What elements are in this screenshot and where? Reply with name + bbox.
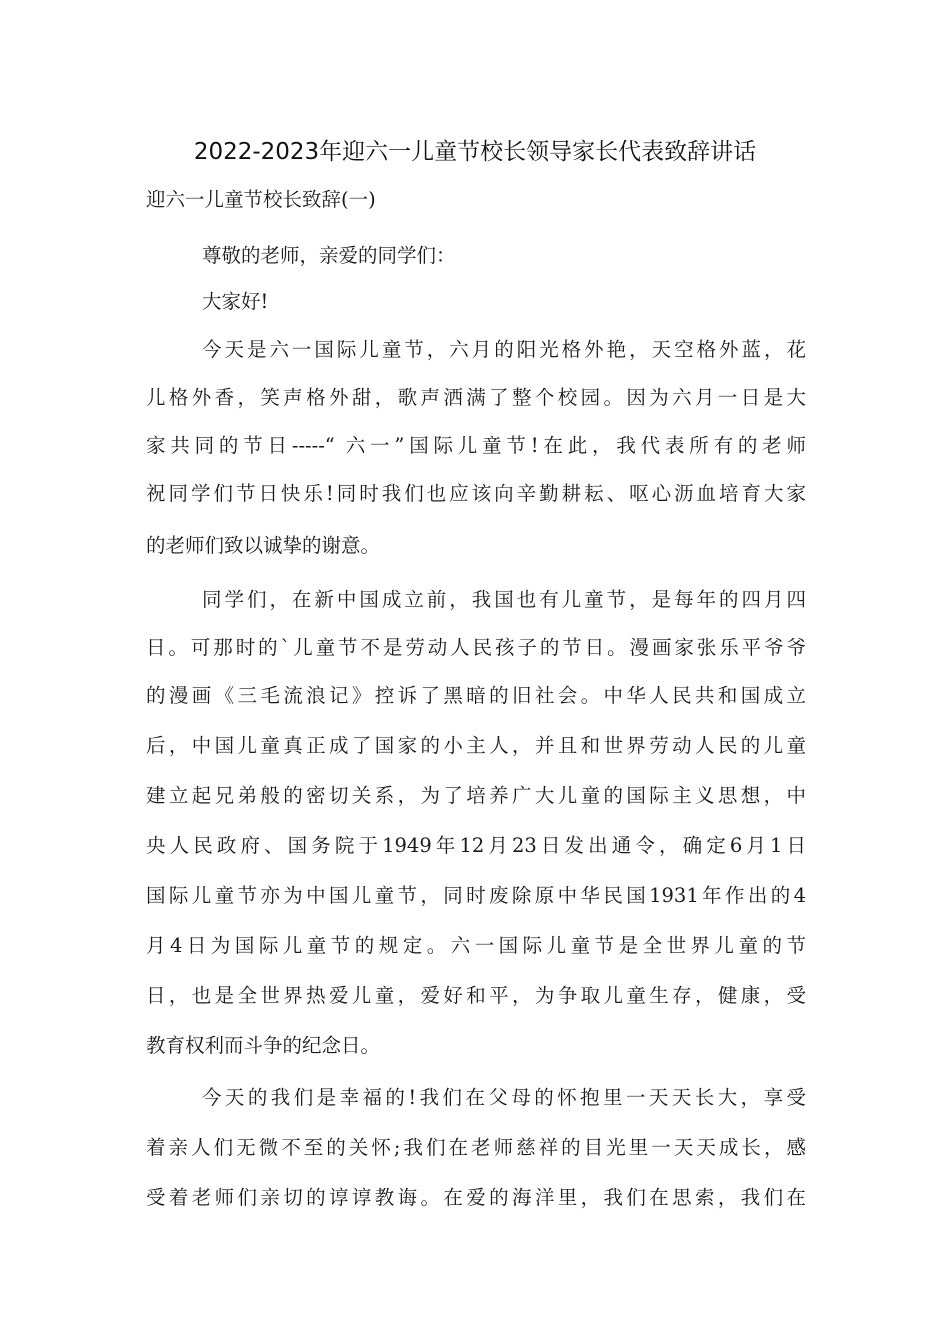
paragraph-1-line-1: 今天是六一国际儿童节，六月的阳光格外艳，天空格外蓝，花 (202, 338, 806, 361)
paragraph-2-line-10: 教育权利而斗争的纪念日。 (146, 1034, 381, 1057)
paragraph-2-line-8: 月4日为国际儿童节的规定。六一国际儿童节是全世界儿童的节 (146, 934, 806, 957)
section-heading: 迎六一儿童节校长致辞(一) (146, 188, 376, 211)
paragraph-3-line-3: 受着老师们亲切的谆谆教诲。在爱的海洋里，我们在思索，我们在 (146, 1186, 806, 1209)
paragraph-1-line-2: 儿格外香，笑声格外甜，歌声洒满了整个校园。因为六月一日是大 (146, 386, 806, 409)
paragraph-2-line-6: 央人民政府、国务院于1949年12月23日发出通令，确定6月1日 (146, 834, 806, 857)
paragraph-1-line-3: 家共同的节日-----“ 六一”国际儿童节!在此，我代表所有的老师 (146, 434, 806, 457)
paragraph-1-line-5: 的老师们致以诚挚的谢意。 (146, 534, 381, 557)
paragraph-3-line-2: 着亲人们无微不至的关怀;我们在老师慈祥的目光里一天天成长，感 (146, 1136, 806, 1159)
paragraph-2-line-5: 建立起兄弟般的密切关系，为了培养广大儿童的国际主义思想，中 (146, 784, 806, 807)
paragraph-3-line-1: 今天的我们是幸福的!我们在父母的怀抱里一天天长大，享受 (202, 1086, 806, 1109)
paragraph-2-line-4: 后，中国儿童真正成了国家的小主人，并且和世界劳动人民的儿童 (146, 734, 806, 757)
paragraph-2-line-2: 日。可那时的`儿童节不是劳动人民孩子的节日。漫画家张乐平爷爷 (146, 636, 806, 659)
paragraph-2-line-3: 的漫画《三毛流浪记》控诉了黑暗的旧社会。中华人民共和国成立 (146, 684, 806, 707)
paragraph-1-line-4: 祝同学们节日快乐!同时我们也应该向辛勤耕耘、呕心沥血培育大家 (146, 482, 806, 505)
hello-line: 大家好! (202, 290, 269, 313)
paragraph-2-line-9: 日，也是全世界热爱儿童，爱好和平，为争取儿童生存，健康，受 (146, 984, 806, 1007)
paragraph-2-line-7: 国际儿童节亦为中国儿童节，同时废除原中华民国1931年作出的4 (146, 884, 806, 907)
paragraph-2-line-1: 同学们，在新中国成立前，我国也有儿童节，是每年的四月四 (202, 588, 806, 611)
greeting-line: 尊敬的老师，亲爱的同学们： (202, 244, 456, 267)
document-title: 2022-2023年迎六一儿童节校长领导家长代表致辞讲话 (193, 139, 757, 165)
